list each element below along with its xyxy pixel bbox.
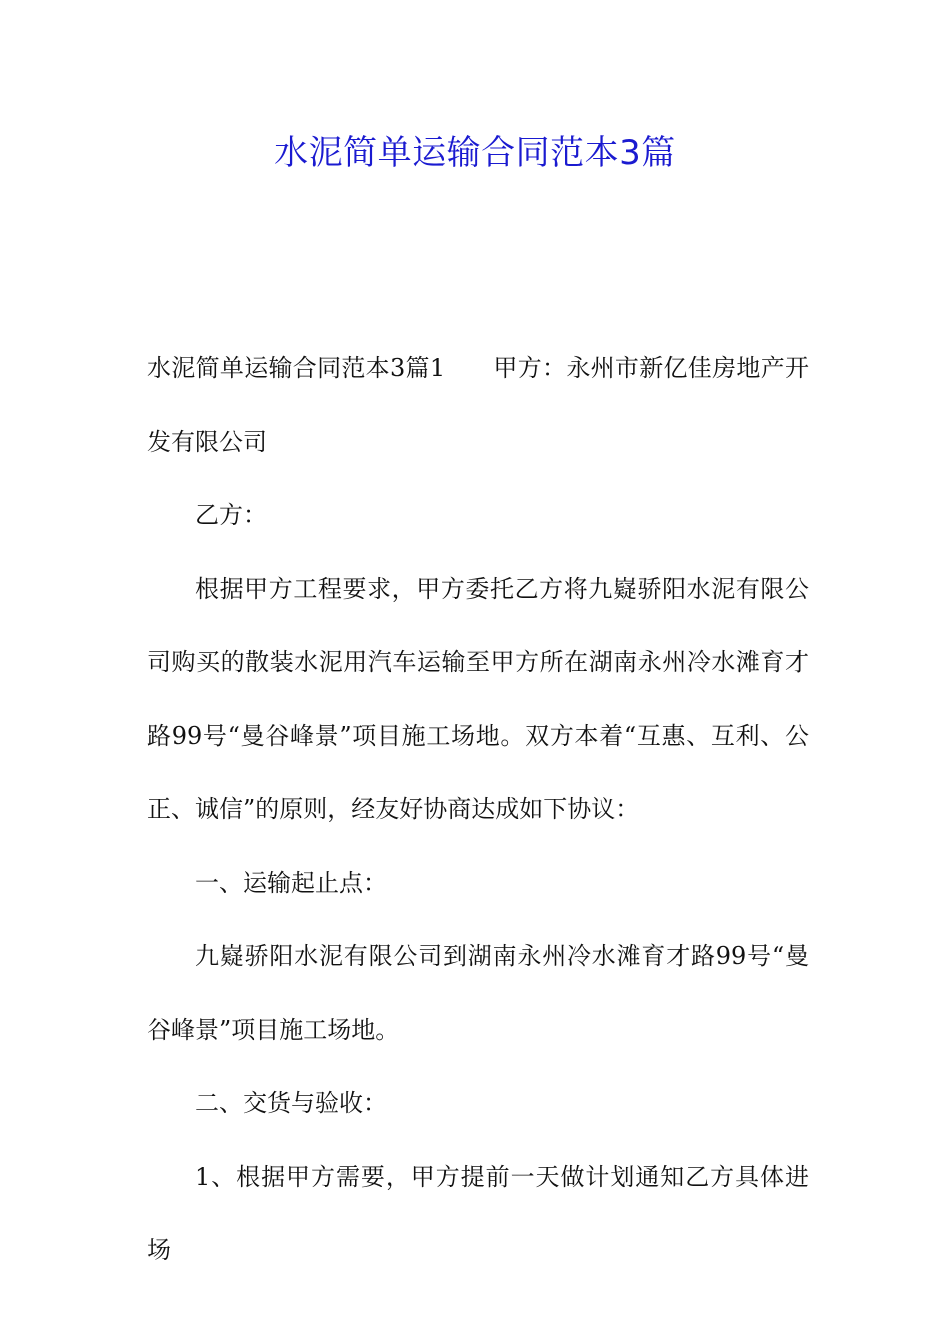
section-heading: 水泥简单运输合同范本3篇1 [147,354,446,382]
paragraph-intro [147,332,809,479]
document-title: 水泥简单运输合同范本3篇 [274,133,676,173]
party-a-line: 甲方：永州市新亿佳房地产开发有限公司 [147,354,809,456]
paragraph-purpose: 根据甲方工程要求，甲方委托乙方将九嶷骄阳水泥有限公司购买的散装水泥用汽车运输至甲方所在湖南永州冷水滩育才路99号“曼谷峰景”项目施工场地。双方本着“互惠、互利、公正、诚信”的原则，经友好协商达成如下协议： [147,574,809,823]
clause-heading-2: 二、交货与验收： [195,1089,387,1117]
document-body [147,332,809,1288]
paragraph-delivery-1: 1、根据甲方需要，甲方提前一天做计划通知乙方具体进场 [147,1162,809,1264]
party-b-line: 乙方： [195,501,267,529]
clause-heading-1: 一、运输起止点： [195,868,387,897]
paragraph-route: 九嶷骄阳水泥有限公司到湖南永州冷水滩育才路99号“曼谷峰景”项目施工场地。 [147,942,809,1044]
